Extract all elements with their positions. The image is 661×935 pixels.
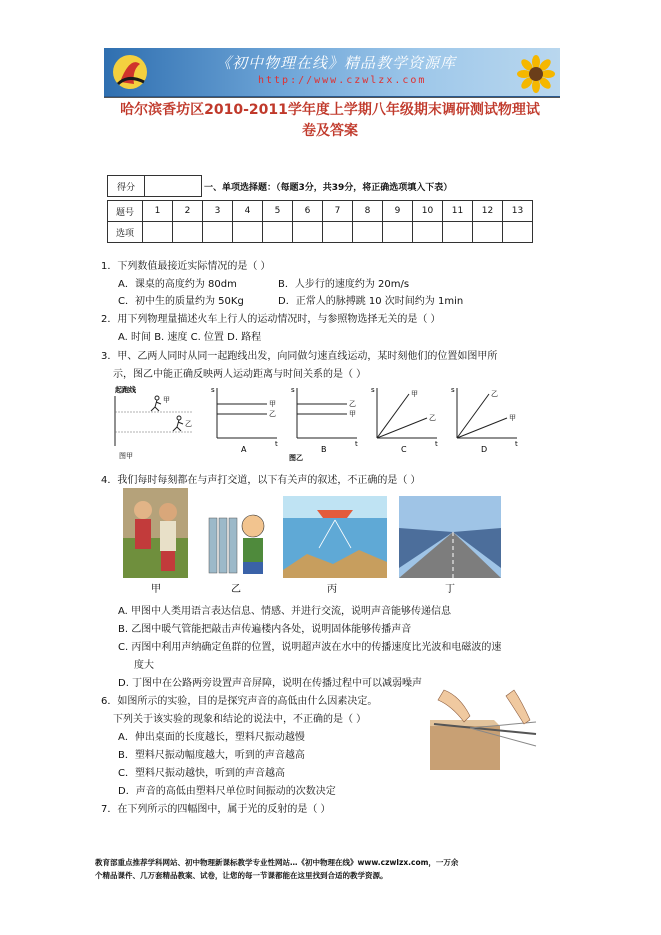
question-number: 7 (323, 201, 353, 222)
figure-jia (115, 385, 193, 460)
q7-stem: 7．在下列所示的四幅图中，属于光的反射的是（ ） (101, 804, 331, 815)
question-number: 11 (443, 201, 473, 222)
axis-t-label: t (515, 440, 518, 448)
q2-stem: 2．用下列物理量描述火车上行人的运动情况时，与参照物选择无关的是（ ） (101, 314, 441, 325)
label-jia: 甲 (163, 396, 170, 404)
question-number: 10 (413, 201, 443, 222)
banner-url[interactable]: http://www.czwlzx.com (258, 75, 427, 86)
q4-option-d: D. 丁图中在公路两旁设置声音屏障，说明在传播过程中可以减弱噪声 (118, 678, 423, 689)
hand-plucking-icon (506, 690, 530, 724)
axis-s-label: s (371, 386, 375, 394)
question-number: 12 (473, 201, 503, 222)
line-label-yi: 乙 (491, 390, 498, 398)
line-label-jia: 甲 (269, 400, 276, 408)
hand-pressing-icon (438, 690, 470, 722)
row-label-number: 题号 (108, 201, 143, 222)
picture-jia-children-talking (123, 488, 188, 578)
q6-stem-line2: 下列关于该实验的现象和结论的说法中，不正确的是（ ） (113, 714, 367, 725)
question-number: 1 (143, 201, 173, 222)
banner-title: 《初中物理在线》精品教学资源库 (216, 54, 457, 72)
q6-stem-line1: 6．如图所示的实验，目的是探究声音的高低由什么因素决定。 (101, 696, 378, 707)
axis-t-label: t (355, 440, 358, 448)
answer-cell[interactable] (503, 222, 533, 243)
q6-option-c: C．塑料尺振动越快，听到的声音越高 (118, 768, 285, 779)
ruler-experiment-figure (430, 686, 540, 770)
fig-yi-caption: 图乙 (289, 454, 303, 462)
answer-cell[interactable] (143, 222, 173, 243)
q3-stem-line1: 3．甲、乙两人同时从同一起跑线出发，向同做匀速直线运动，某时刻他们的位置如图甲所 (101, 351, 498, 362)
footer-line2: 个精品课件、几万套精品教案、试卷，让您的每一节课都能在这里找到合适的教学资源。 (95, 871, 388, 880)
caption-ding: 丁 (445, 584, 455, 595)
question-number: 8 (353, 201, 383, 222)
answer-cell[interactable] (323, 222, 353, 243)
axis-t-label: t (275, 440, 278, 448)
question-number: 4 (233, 201, 263, 222)
score-box (107, 175, 202, 197)
line-label-jia: 甲 (349, 410, 356, 418)
sunflower-icon (516, 54, 556, 94)
q2-options: A. 时间 B. 速度 C. 位置 D. 路程 (118, 332, 262, 343)
answer-table-row-numbers (108, 201, 533, 222)
graph-a-label: A (241, 445, 247, 454)
document-title-line1: 哈尔滨香坊区2010-2011学年度上学期八年级期末调研测试物理试 (120, 102, 540, 118)
answer-cell[interactable] (443, 222, 473, 243)
axis-s-label: s (451, 386, 455, 394)
axis-s-label: s (291, 386, 295, 394)
row-label-answer: 选项 (108, 222, 143, 243)
axis-s-label: s (211, 386, 215, 394)
graph-d-label: D (481, 445, 488, 454)
picture-bing-sonar (283, 496, 387, 578)
q3-figures (113, 382, 523, 462)
graph-c (371, 386, 438, 454)
answer-table-row-answers (108, 222, 533, 243)
q3-stem-line2: 示，图乙中能正确反映两人运动距离与时间关系的是（ ） (113, 369, 367, 380)
label-yi: 乙 (185, 420, 192, 428)
picture-yi-knocking-pipe (207, 488, 269, 578)
answer-cell[interactable] (173, 222, 203, 243)
graph-d (451, 386, 518, 454)
section-heading: 一、单项选择题：（每题3分，共39分，将正确选项填入下表） (204, 183, 453, 193)
line-label-jia: 甲 (411, 390, 418, 398)
graph-b (291, 386, 358, 454)
question-number: 13 (503, 201, 533, 222)
picture-ding-sound-barrier (399, 496, 501, 578)
graph-b-label: B (321, 445, 327, 454)
q4-stem: 4．我们每时每刻都在与声打交道，以下有关声的叙述，不正确的是（ ） (101, 475, 421, 486)
answer-cell[interactable] (353, 222, 383, 243)
question-number: 5 (263, 201, 293, 222)
q6-option-b: B．塑料尺振动幅度越大，听到的声音越高 (118, 750, 305, 761)
q4-option-a: A. 甲图中人类用语言表达信息、情感、并进行交流，说明声音能够传递信息 (118, 606, 452, 617)
line-label-yi: 乙 (429, 414, 436, 422)
answer-cell[interactable] (383, 222, 413, 243)
q4-option-c-line1: C. 丙图中利用声纳确定鱼群的位置，说明超声波在水中的传播速度比光波和电磁波的速 (118, 642, 502, 653)
banner-divider (104, 97, 560, 98)
footer-line1: 教育部重点推荐学科网站、初中物理新课标教学专业性网站…《初中物理在线》www.czwlzx.com，一万余 (95, 858, 459, 867)
answer-cell[interactable] (473, 222, 503, 243)
runner-jia-icon (151, 396, 161, 411)
fig-jia-caption: 图甲 (119, 452, 133, 460)
q4-option-c-line2: 度大 (134, 660, 154, 671)
q1-option-b: B．人步行的速度约为 20m/s (278, 279, 410, 290)
caption-yi: 乙 (231, 584, 241, 595)
graph-a (211, 386, 278, 454)
site-banner (104, 48, 560, 97)
answer-cell[interactable] (293, 222, 323, 243)
line-label-jia: 甲 (509, 414, 516, 422)
q1-option-d: D．正常人的脉搏跳 10 次时间约为 1min (278, 296, 464, 307)
runner-yi-icon (173, 416, 183, 431)
score-cell[interactable] (145, 176, 202, 197)
site-logo-icon (110, 52, 150, 92)
caption-bing: 丙 (327, 584, 337, 595)
question-number: 2 (173, 201, 203, 222)
axis-t-label: t (435, 440, 438, 448)
line-label-yi: 乙 (349, 400, 356, 408)
start-line-label: 起跑线 (115, 386, 136, 394)
document-title-line2: 卷及答案 (302, 123, 358, 139)
q1-option-a: A．课桌的高度约为 80dm (118, 279, 237, 290)
answer-cell[interactable] (263, 222, 293, 243)
q6-option-a: A．伸出桌面的长度越长，塑料尺振动越慢 (118, 732, 305, 743)
question-number: 3 (203, 201, 233, 222)
graph-c-label: C (401, 445, 407, 454)
q6-option-d: D．声音的高低由塑料尺单位时间振动的次数决定 (118, 786, 336, 797)
q4-option-b: B. 乙图中暖气管能把敲击声传遍楼内各处，说明固体能够传播声音 (118, 624, 412, 635)
answer-cell[interactable] (413, 222, 443, 243)
answer-cell[interactable] (203, 222, 233, 243)
answer-table (107, 200, 533, 243)
q1-stem: 1．下列数值最接近实际情况的是（ ） (101, 261, 271, 272)
line-label-yi: 乙 (269, 410, 276, 418)
question-number: 9 (383, 201, 413, 222)
answer-cell[interactable] (233, 222, 263, 243)
q4-pictures (123, 488, 503, 596)
document-title (80, 100, 580, 142)
question-number: 6 (293, 201, 323, 222)
q1-option-c: C．初中生的质量约为 50Kg (118, 296, 244, 307)
caption-jia: 甲 (151, 584, 161, 595)
score-label: 得分 (108, 176, 145, 197)
